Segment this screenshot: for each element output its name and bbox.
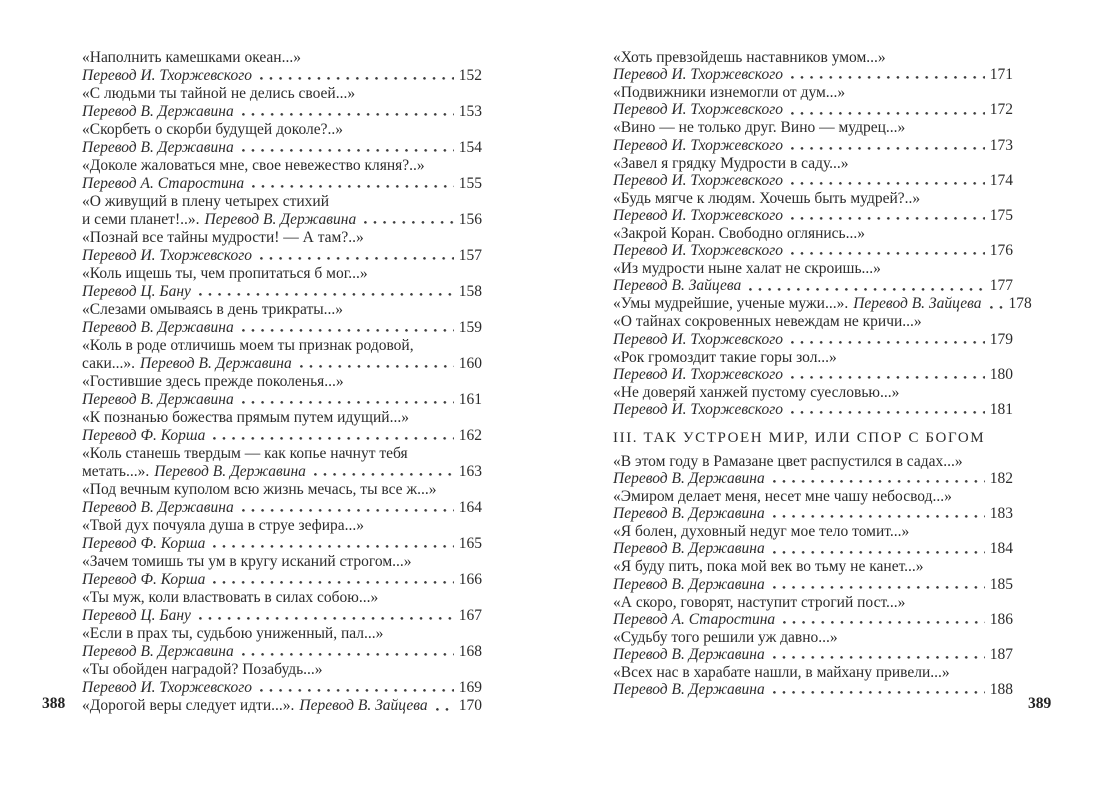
entry-translator: Перевод Ф. Корша [82,570,206,588]
entry-page-number: 164 [458,498,482,516]
entry-page-line [613,366,1013,383]
dot-leader [213,545,453,550]
entry-translator: Перевод И. Тхоржевского [613,66,783,84]
entry-title-line: «Рок громоздит такие горы зол...» [613,348,837,366]
entry-page-line [82,391,482,409]
entry-page-line [82,499,482,517]
entry-translator: Перевод В. Державина [82,642,234,660]
entry-page-number: 162 [458,426,482,444]
dot-leader [364,221,454,226]
entry-page-line [613,295,1032,313]
entry-translator: Перевод В. Державина [613,469,765,487]
dot-leader [773,480,985,485]
toc-entry [82,445,482,480]
entry-page-line [613,277,1013,294]
entry-title-line: «Под вечным куполом всю жизнь мечась, ты все ж...» [82,481,437,498]
toc-entry [82,625,482,660]
entry-page-number: 170 [458,697,482,714]
entry-translator: Перевод И. Тхоржевского [82,246,252,264]
entry-title-line: «Я буду пить, пока мой век во тьму не канет...» [613,558,924,576]
entry-page-number: 166 [458,570,482,588]
page-number-folio-right: 389 [1028,695,1052,712]
entry-title-line: «Закрой Коран. Свободно оглянись...» [613,225,865,243]
toc-entry [613,155,1013,189]
dot-leader [773,691,985,696]
toc-list-right-after-heading [613,453,1013,699]
entry-translator: Перевод И. Тхоржевского [613,242,783,260]
dot-leader [990,306,1004,311]
entry-page-line [82,607,482,625]
entry-translator: Перевод Ф. Корша [82,426,206,444]
entry-title-line: «Если в прах ты, судьбою униженный, пал...» [82,625,384,642]
entry-translator: Перевод В. Державина [154,462,306,480]
entry-page-line [613,172,1013,189]
entry-page-line [613,101,1013,118]
dot-leader [242,401,454,406]
dot-leader [242,509,454,514]
entry-page-line [82,67,482,85]
entry-translator: Перевод В. Державина [82,102,234,120]
entry-page-number: 184 [989,540,1013,558]
toc-entry [82,193,482,228]
entry-page-number: 174 [989,171,1013,189]
entry-title-line: «Слезами омываясь в день трикраты...» [82,301,344,318]
entry-translator: Перевод В. Державина [140,354,292,372]
dot-leader [773,515,985,520]
entry-page-line [613,540,1013,557]
entry-title-line: «Подвижники изнемогли от дум...» [613,84,846,102]
entry-page-number: 186 [989,610,1013,628]
entry-page-line [82,247,482,265]
toc-entry [613,295,1032,313]
entry-translator: Перевод И. Тхоржевского [82,678,252,696]
dot-leader [242,329,454,334]
entry-page-number: 185 [989,575,1013,593]
dot-leader [260,257,454,262]
toc-entry [82,337,482,372]
entry-page-number: 182 [989,469,1013,487]
entry-page-number: 168 [458,642,482,660]
entry-title-tail: «Дорогой веры следует идти...». [82,697,295,714]
toc-entry [82,265,482,300]
dot-leader [791,341,985,346]
entry-title-line: «О тайнах сокровенных невеждам не кричи...» [613,313,922,331]
entry-title-line: «Ты муж, коли властвовать в силах собою...» [82,589,379,606]
dot-leader [791,112,985,117]
entry-page-number: 178 [1008,295,1032,313]
entry-page-line [613,505,1013,522]
entry-title-line: «Познай все тайны мудрости! — А там?..» [82,229,364,246]
dot-leader [791,76,985,81]
entry-page-line [613,66,1013,83]
entry-page-line [613,207,1013,224]
toc-list-right-before-heading [613,49,1032,419]
entry-page-line [613,331,1013,348]
entry-translator: Перевод В. Державина [82,390,234,408]
entry-page-line [82,355,482,373]
entry-translator: Перевод И. Тхоржевского [613,101,783,119]
entry-page-line [82,319,482,337]
toc-entry [82,409,482,444]
entry-translator: Перевод В. Зайцева [853,295,982,313]
toc-entry [82,301,482,336]
entry-title-line: «О живущий в плену четырех стихий [82,193,329,210]
toc-entry [82,661,482,696]
entry-title-tail: метать...». [82,462,150,480]
dot-leader [314,473,454,478]
page-number-folio-left: 388 [42,695,66,712]
dot-leader [783,621,985,626]
entry-translator: Перевод В. Державина [613,540,765,558]
entry-page-number: 161 [458,390,482,408]
entry-translator: Перевод В. Зайцева [299,697,428,714]
entry-translator: Перевод В. Державина [82,138,234,156]
toc-entry [82,373,482,408]
dot-leader [773,551,985,556]
entry-page-line [82,679,482,697]
entry-page-line [82,283,482,301]
toc-entry [82,553,482,588]
entry-title-line: «Твой дух почуяла душа в струе зефира...» [82,517,365,534]
dot-leader [791,376,985,381]
dot-leader [773,656,985,661]
entry-translator: Перевод А. Старостина [82,174,245,192]
toc-entry [613,49,1013,83]
entry-title-line: «Будь мягче к людям. Хочешь быть мудрей?..» [613,189,921,207]
entry-translator: Перевод В. Державина [204,210,357,228]
entry-title-line: «С людьми ты тайной не делись своей...» [82,85,356,102]
dot-leader [199,617,454,622]
toc-entry [82,121,482,156]
entry-title-line: «Ты обойден наградой? Позабудь...» [82,661,323,678]
toc-list-left [82,49,482,715]
dot-leader [260,77,454,82]
entry-translator: Перевод Ф. Корша [82,534,206,552]
entry-page-line [82,697,482,715]
toc-entry [613,349,1013,383]
entry-title-line: «Я болен, духовный недуг мое тело томит...» [613,523,910,541]
entry-title-tail: и семи планет!..». [82,210,200,228]
entry-page-number: 153 [458,102,482,120]
entry-page-number: 187 [989,645,1013,663]
entry-title-line: «Из мудрости ныне халат не скроишь...» [613,260,881,278]
entry-title-line: «Завел я грядку Мудрости в саду...» [613,154,849,172]
toc-entry [613,225,1013,259]
section-heading: III. ТАК УСТРОЕН МИР, ИЛИ СПОР С БОГОМ [613,430,986,447]
entry-translator: Перевод В. Зайцева [613,277,742,295]
dot-leader [791,147,985,152]
entry-title-line: «Не доверяй ханжей пустому суесловью...» [613,383,900,401]
entry-page-line [613,611,1013,628]
entry-page-line [613,576,1013,593]
entry-page-number: 163 [458,462,482,480]
toc-entry [82,481,482,516]
entry-page-number: 169 [458,678,482,696]
toc-entry [613,558,1013,592]
entry-page-number: 172 [989,101,1013,119]
entry-page-number: 176 [989,242,1013,260]
dot-leader [260,689,454,694]
toc-entry [613,190,1013,224]
dot-leader [242,113,454,118]
entry-page-line [82,463,482,481]
entry-translator: Перевод Ц. Бану [82,282,191,300]
toc-entry [82,229,482,264]
entry-title-line: «Вино — не только друг. Вино — мудрец...» [613,119,906,137]
entry-translator: Перевод И. Тхоржевского [613,365,783,383]
entry-page-line [613,242,1013,259]
toc-entry [613,629,1013,663]
dot-leader [791,182,985,187]
entry-translator: Перевод И. Тхоржевского [613,330,783,348]
entry-page-line [82,535,482,553]
entry-translator: Перевод В. Державина [82,318,234,336]
entry-translator: Перевод И. Тхоржевского [82,66,252,84]
toc-entry [613,488,1013,522]
entry-title-tail: саки...». [82,354,136,372]
entry-page-line [82,643,482,661]
toc-entry [613,260,1013,294]
entry-title-line: «Зачем томишь ты ум в кругу исканий строгом...» [82,553,412,570]
entry-title-line: «Эмиром делает меня, несет мне чашу небосвод...» [613,487,952,505]
dot-leader [300,365,454,370]
entry-title-line: «Наполнить камешками океан...» [82,49,301,66]
dot-leader [791,411,985,416]
dot-leader [773,586,985,591]
left-page-toc-column [82,49,482,716]
entry-translator: Перевод И. Тхоржевского [613,207,783,225]
toc-entry [82,589,482,624]
toc-entry [82,697,482,715]
entry-title-tail: «Умы мудрейшие, ученые мужи...». [613,295,849,313]
toc-entry [82,85,482,120]
entry-translator: Перевод А. Старостина [613,610,776,628]
entry-page-line [613,681,1013,698]
toc-entry [613,453,1013,487]
entry-page-number: 179 [989,330,1013,348]
entry-translator: Перевод Ц. Бану [82,606,191,624]
entry-page-number: 181 [989,401,1013,419]
entry-page-number: 157 [458,246,482,264]
dot-leader [791,252,985,257]
entry-page-line [82,103,482,121]
entry-title-line: «Коль станешь твердым — как копье начнут тебя [82,445,408,462]
entry-page-number: 154 [458,138,482,156]
entry-translator: Перевод В. Державина [613,575,765,593]
entry-translator: Перевод И. Тхоржевского [613,136,783,154]
entry-page-number: 171 [989,66,1013,84]
entry-translator: Перевод В. Державина [613,681,765,699]
dot-leader [199,293,454,298]
dot-leader [242,653,454,658]
entry-page-line [613,401,1013,418]
entry-page-number: 155 [458,174,482,192]
dot-leader [252,185,454,190]
entry-title-line: «Скорбеть о скорби будущей доколе?..» [82,121,344,138]
toc-entry [613,313,1013,347]
entry-page-number: 160 [458,354,482,372]
toc-entry [613,384,1013,418]
entry-title-line: «В этом году в Рамазане цвет распустился в садах...» [613,452,963,470]
entry-title-line: «К познанью божества прямым путем идущий...» [82,409,409,426]
entry-page-line [613,137,1013,154]
toc-entry [613,523,1013,557]
dot-leader [242,149,454,154]
entry-page-number: 180 [989,365,1013,383]
entry-title-line: «Хоть превзойдешь наставников умом...» [613,49,886,66]
entry-page-number: 183 [989,505,1013,523]
entry-page-number: 167 [458,606,482,624]
entry-page-number: 152 [458,66,482,84]
entry-page-line [613,646,1013,663]
entry-title-line: «Коль в роде отличишь моем ты признак родовой, [82,337,414,354]
entry-page-number: 156 [458,210,482,228]
entry-translator: Перевод И. Тхоржевского [613,401,783,419]
entry-page-number: 165 [458,534,482,552]
dot-leader [436,708,454,713]
entry-title-line: «Судьбу того решили уж давно...» [613,628,838,646]
entry-title-line: «А скоро, говорят, наступит строгий пост...» [613,593,906,611]
toc-entry [82,517,482,552]
toc-entry [613,119,1013,153]
entry-title-line: «Доколе жаловаться мне, свое невежество кляня?..» [82,157,425,174]
entry-page-number: 173 [989,136,1013,154]
entry-page-line [82,139,482,157]
toc-entry [613,84,1013,118]
entry-title-line: «Гостившие здесь прежде поколенья...» [82,373,344,390]
entry-page-line [82,427,482,445]
dot-leader [213,437,453,442]
toc-entry [82,49,482,84]
toc-entry [613,664,1013,698]
entry-page-number: 177 [989,277,1013,295]
entry-translator: Перевод И. Тхоржевского [613,171,783,189]
entry-translator: Перевод В. Державина [82,498,234,516]
toc-entry [613,594,1013,628]
right-page-toc-column [613,49,1032,699]
entry-title-line: «Коль ищешь ты, чем пропитаться б мог...» [82,265,368,282]
entry-page-number: 159 [458,318,482,336]
entry-translator: Перевод В. Державина [613,645,765,663]
entry-page-line [82,571,482,589]
dot-leader [749,288,984,293]
entry-page-line [82,211,482,229]
entry-page-line [613,470,1013,487]
entry-page-number: 175 [989,207,1013,225]
entry-page-number: 188 [989,681,1013,699]
dot-leader [213,581,453,586]
toc-entry [82,157,482,192]
entry-page-number: 158 [458,282,482,300]
entry-title-line: «Всех нас в харабате нашли, в майхану привели...» [613,663,950,681]
entry-page-line [82,175,482,193]
entry-translator: Перевод В. Державина [613,505,765,523]
dot-leader [791,217,985,222]
